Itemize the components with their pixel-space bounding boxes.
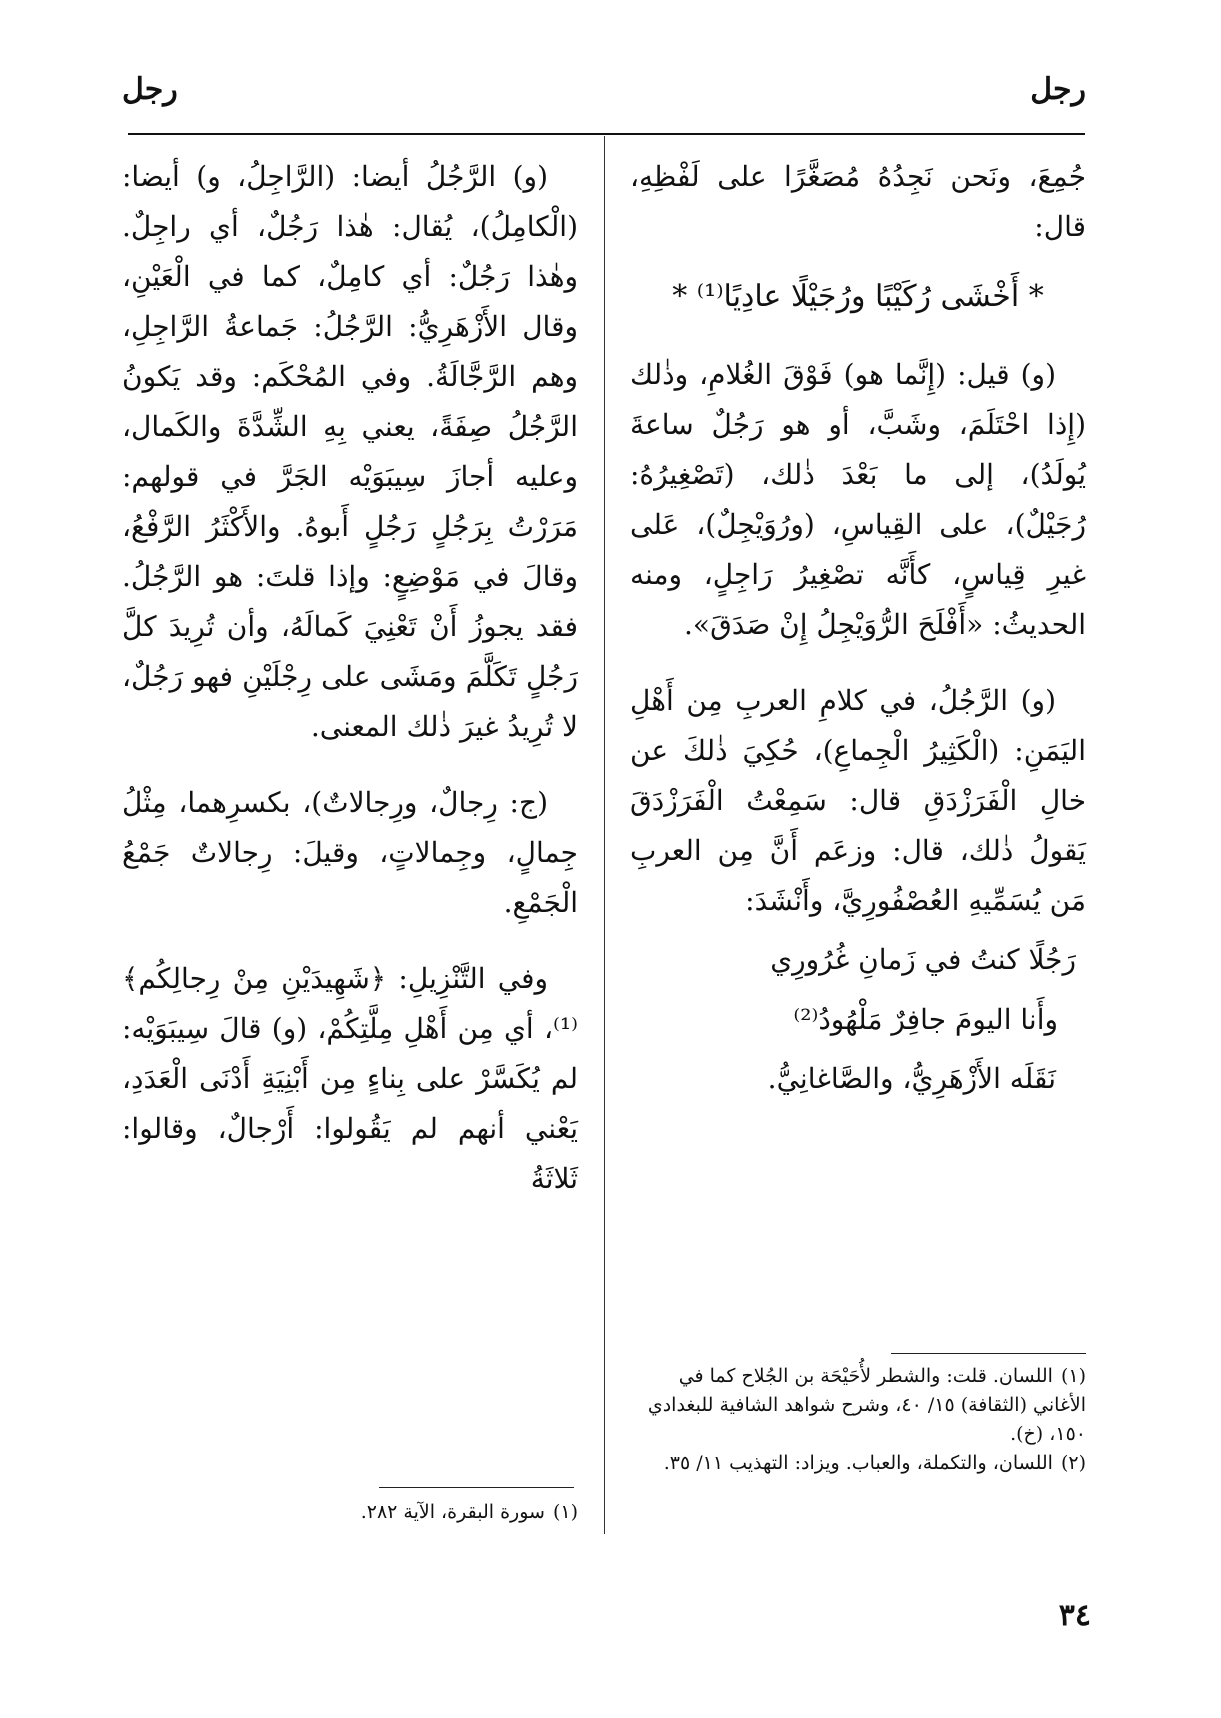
right-column — [630, 152, 1086, 1130]
right-verse-2-line-2: وأَنا اليومَ جافِرٌ مَلْهُودُ⁽²⁾ — [793, 1003, 1058, 1036]
running-head-right: رجل — [1030, 72, 1086, 107]
footnotes-left — [122, 1498, 578, 1527]
footnote-right-1 — [630, 1362, 1086, 1449]
running-head-left: رجل — [122, 72, 178, 107]
footnote-number: (١) — [552, 1501, 578, 1523]
footnote-left-1 — [122, 1498, 578, 1527]
footnote-rule-right — [891, 1353, 1086, 1354]
footnote-number: (٢) — [1060, 1452, 1086, 1474]
left-paragraph-1: (و) الرَّجُلُ أيضا: (الرَّاجِلُ، و) أيضا: (الْكامِلُ)، يُقال: هٰذا رَجُلٌ، أي راجِلٌ. وهٰذا رَجُلٌ: أي كامِلٌ، كما في الْعَيْنِ، وقال الأَزْهَرِيُّ: الرَّجُلُ: جَماعةُ الرَّاجِلِ، وهم الرَّجَّالَةُ. وفي المُحْكَم: وقد يَكونُ الرَّجُلُ صِفَةً، يعني بِهِ الشِّدَّةَ والكَمال، وعليه أجازَ سِيبَوَيْه الجَرَّ في قولهم: مَرَرْتُ بِرَجُلٍ رَجُلٍ أَبوهُ. والأَكْثَرُ الرَّفْعُ، وقالَ في مَوْضِعٍ: وإذا قلتَ: هو الرَّجُلُ. فقد يجوزُ أَنْ تَعْنِيَ كَمالَهُ، وأن تُرِيدَ كلَّ رَجُلٍ تَكَلَّمَ ومَشَى على رِجْلَيْنِ فهو رَجُلٌ، لا تُرِيدُ غيرَ ذٰلك المعنى. — [122, 160, 578, 743]
right-paragraph-3: (و) الرَّجُلُ، في كلامِ العربِ مِن أَهْلِ اليَمَنِ: (الْكَثِيرُ الْجِماعِ)، حُكِيَ ذٰلكَ عن خالِ الْفَرَزْدَقِ قال: سَمِعْتُ الْفَرَزْدَقَ يَقولُ ذٰلك، قال: وزعَم أَنَّ مِن العربِ مَن يُسَمِّيهِ العُصْفُورِيَّ، وأَنْشَدَ: — [630, 684, 1086, 917]
right-paragraph-4: نَقَلَه الأَزْهَرِيُّ، والصَّاغانِيُّ. — [767, 1062, 1056, 1095]
footnote-text: سورة البقرة، الآية ٢٨٢. — [360, 1501, 545, 1523]
footnote-text: اللسان. قلت: والشطر لأُحَيْحَة بن الجُلاح كما في الأغاني (الثقافة) ١٥/ ٤٠، وشرح شواهد الشافية للبغدادي ١٥٠، (خ). — [647, 1365, 1086, 1445]
footnote-text: اللسان، والتكملة، والعباب. ويزاد: التهذيب ١١/ ٣٥. — [663, 1452, 1053, 1474]
right-verse-1: * أَخْشَى رُكَيْبًا ورُجَيْلًا عادِيًا⁽¹⁾ * — [672, 279, 1044, 314]
footnote-rule-left — [379, 1487, 574, 1488]
left-paragraph-2: (ج: رِجالٌ، ورِجالاتٌ)، بكسرِهما، مِثْلُ جِمالٍ، وجِمالاتٍ، وقيلَ: رِجالاتٌ جَمْعُ الْجَمْعِ. — [122, 786, 578, 919]
left-paragraph-3: وفي التَّنْزِيلِ: ﴿شَهِيدَيْنِ مِنْ رِجالِكُم﴾⁽¹⁾، أي مِن أَهْلِ مِلَّتِكُمْ، (و) قالَ سِيبَوَيْه: لم يُكَسَّرْ على بِناءٍ مِن أَبْنِيَةِ أَدْنَى الْعَدَدِ، يَعْني أنهم لم يَقُولوا: أَرْجالٌ، وقالوا: ثَلاثَةُ — [122, 962, 578, 1195]
header-rule — [128, 133, 1085, 135]
right-verse-2-line-1: رَجُلًا كنتُ في زَمانِ غُرُورِي — [770, 943, 1076, 976]
left-column — [122, 152, 578, 1230]
footnote-right-2 — [630, 1449, 1086, 1478]
page-number: ٣٤ — [1058, 1598, 1091, 1633]
column-divider — [604, 136, 605, 1534]
footnotes-right — [630, 1362, 1086, 1478]
right-paragraph-1: جُمِعَ، ونَحن نَجِدُهُ مُصَغَّرًا على لَفْظِهِ، قال: — [630, 160, 1086, 243]
right-paragraph-2: (و) قيل: (إِنَّما هو) فَوْقَ الغُلامِ، وذٰلك (إِذا احْتَلَمَ، وشَبَّ، أو هو رَجُلٌ ساعةَ يُولَدُ)، إلى ما بَعْدَ ذٰلك، (تَصْغِيرُهُ: رُجَيْلٌ)، على القِياسِ، (ورُوَيْجِلٌ)، عَلى غيرِ قِياسٍ، كأَنَّه تصْغِيرُ رَاجِلٍ، ومنه الحديثُ: «أَفْلَحَ الرُّوَيْجِلُ إِنْ صَدَقَ». — [630, 358, 1086, 641]
footnote-number: (١) — [1060, 1365, 1086, 1387]
